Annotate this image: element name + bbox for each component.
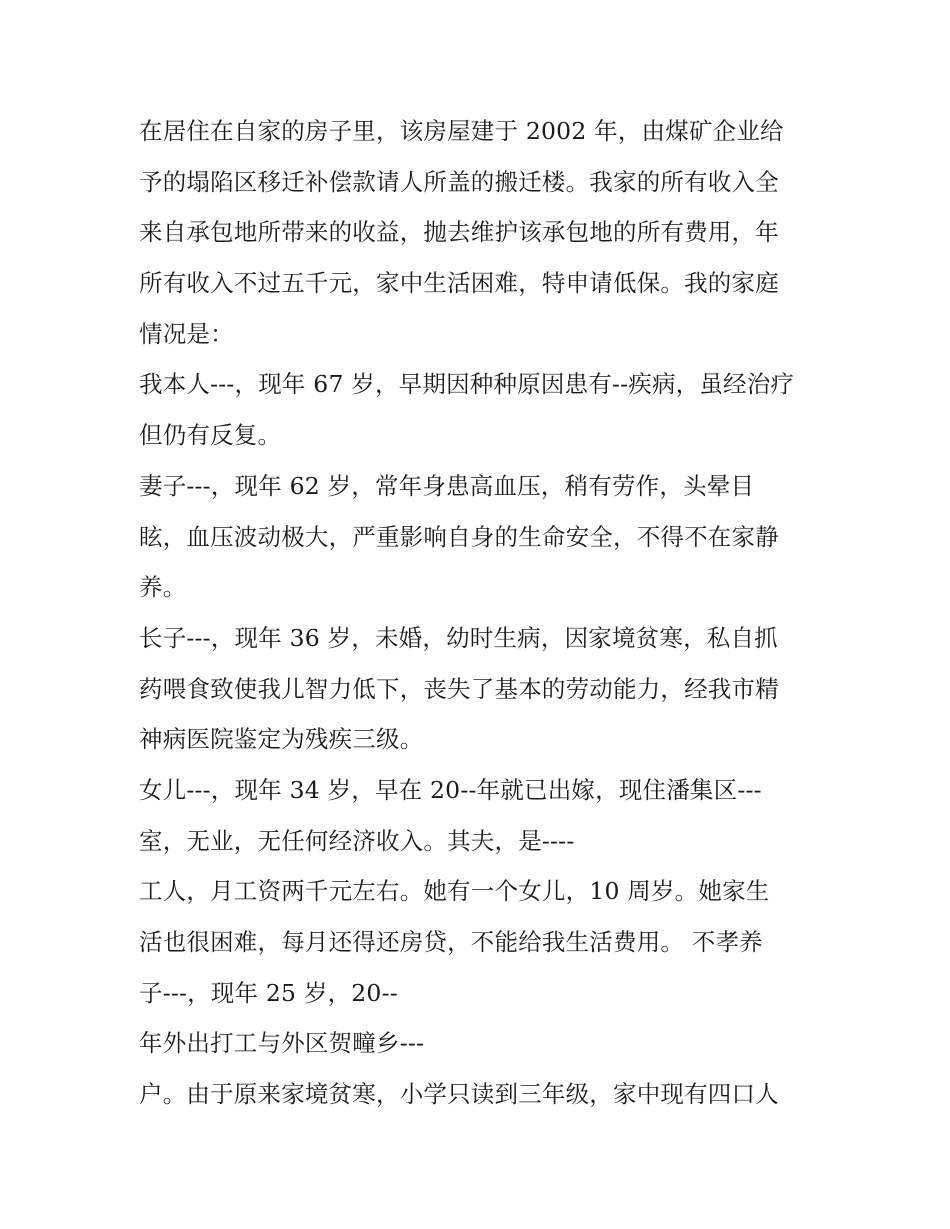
text-line: 活也很困难，每月还得还房贷，不能给我生活费用。 不孝养 [139, 928, 763, 956]
text-line: 子---，现年 25 岁，20-- [139, 978, 398, 1007]
text-line: 室，无业，无任何经济收入。其夫，是---- [139, 826, 575, 855]
text-line: 来自承包地所带来的收益，抛去维护该承包地的所有费用，年 [139, 218, 779, 247]
text-line: 妻子---，现年 62 岁，常年身患高血压，稍有劳作，头晕目 [139, 471, 755, 500]
text-line: 眩，血压波动极大，严重影响自身的生命安全，不得不在家静 [139, 522, 779, 551]
document-body [139, 106, 829, 1120]
text-line: 养。 [139, 573, 187, 602]
text-line: 所有收入不过五千元，家中生活困难，特申请低保。我的家庭 [139, 269, 779, 298]
text-line: 户。由于原来家境贫寒，小学只读到三年级，家中现有四口人 [139, 1080, 779, 1109]
text-line: 年外出打工与外区贺疃乡--- [139, 1029, 425, 1058]
text-line: 神病医院鉴定为残疾三级。 [139, 725, 424, 754]
text-line: 工人，月工资两千元左右。她有一个女儿，10 周岁。她家生 [139, 877, 770, 906]
text-line: 情况是： [139, 319, 234, 348]
text-line: 在居住在自家的房子里，该房屋建于 2002 年，由煤矿企业给 [139, 117, 784, 145]
text-line: 我本人---，现年 67 岁，早期因种种原因患有--疾病，虽经治疗 [139, 370, 795, 399]
text-line: 药喂食致使我儿智力低下，丧失了基本的劳动能力，经我市精 [139, 674, 779, 703]
text-line: 长子---，现年 36 岁，未婚，幼时生病，因家境贫寒，私自抓 [139, 623, 778, 652]
text-line: 予的塌陷区移迁补偿款请人所盖的搬迁楼。我家的所有收入全 [139, 167, 779, 196]
text-line: 但仍有反复。 [139, 421, 282, 450]
text-line: 女儿---，现年 34 岁，早在 20--年就已出嫁，现住潘集区--- [139, 775, 762, 804]
